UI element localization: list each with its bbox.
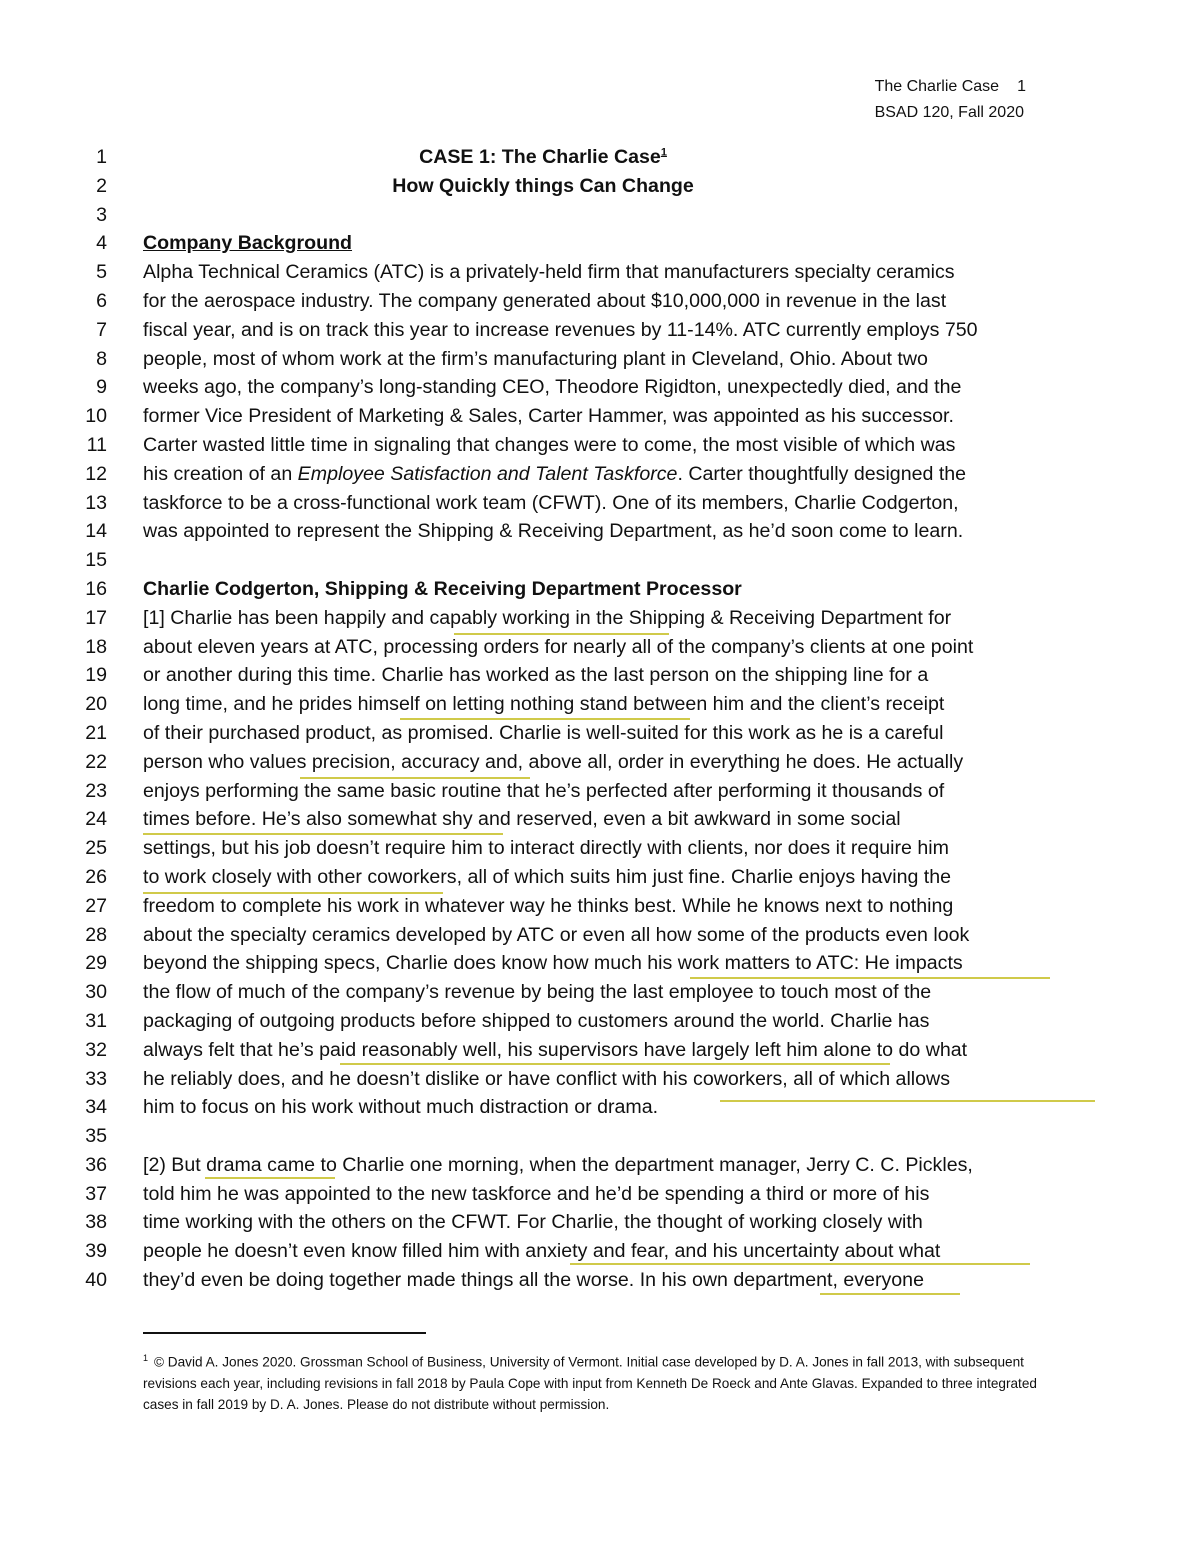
body-text: him to focus on his work without much distraction or drama. xyxy=(143,1096,659,1119)
text-line xyxy=(0,402,1200,431)
text-line xyxy=(0,1093,1200,1122)
case-title xyxy=(143,143,943,172)
body-text: people, most of whom work at the firm’s manufacturing plant in Cleveland, Ohio. About two xyxy=(143,347,928,370)
text-line xyxy=(0,431,1200,460)
text-line xyxy=(0,575,1200,604)
body-text: weeks ago, the company’s long-standing CEO, Theodore Rigidton, unexpectedly died, and the xyxy=(143,376,962,399)
case-title xyxy=(143,172,943,201)
footnote-reference: 1 xyxy=(660,146,667,159)
body-text: to work closely with other coworkers, all of which suits him just fine. Charlie enjoys having the xyxy=(143,865,952,888)
line-number: 37 xyxy=(85,1182,107,1205)
text-line xyxy=(0,143,1200,172)
line-number: 14 xyxy=(85,520,107,543)
case-title-text: CASE 1: The Charlie Case xyxy=(419,146,661,168)
line-number: 26 xyxy=(85,865,107,888)
annotation-mark xyxy=(820,1293,960,1300)
text-line xyxy=(0,805,1200,834)
line-number: 1 xyxy=(96,146,107,168)
line-number: 11 xyxy=(86,433,107,456)
line-number: 21 xyxy=(85,721,107,744)
text-line xyxy=(0,1237,1200,1266)
text-line xyxy=(0,546,1200,575)
line-number: 36 xyxy=(85,1153,107,1176)
text-line xyxy=(0,373,1200,402)
header-course: BSAD 120, Fall 2020 xyxy=(874,104,1024,121)
text-line xyxy=(0,777,1200,806)
line-number: 17 xyxy=(85,606,107,629)
text-line xyxy=(0,863,1200,892)
annotation-mark xyxy=(340,1063,890,1070)
line-number: 23 xyxy=(85,779,107,802)
body-text: freedom to complete his work in whatever way he thinks best. While he knows next to nothing xyxy=(143,894,954,917)
text-line xyxy=(0,1007,1200,1036)
body-text: he reliably does, and he doesn’t dislike or have conflict with his coworkers, all of which allows xyxy=(143,1067,951,1090)
line-number: 29 xyxy=(85,952,107,975)
taskforce-name: Employee Satisfaction and Talent Taskforce xyxy=(297,462,678,485)
body-text: [2) But drama came to Charlie one morning, when the department manager, Jerry C. C. Pickles, xyxy=(143,1153,973,1176)
annotation-mark xyxy=(205,1177,335,1184)
line-number: 13 xyxy=(85,491,107,514)
body-text: long time, and he prides himself on letting nothing stand between him and the client’s receipt xyxy=(143,693,945,716)
page-header xyxy=(875,74,1026,126)
text-line xyxy=(0,921,1200,950)
annotation-mark xyxy=(570,1263,1030,1270)
line-number: 7 xyxy=(96,318,107,341)
body-text: beyond the shipping specs, Charlie does know how much his work matters to ATC: He impacts xyxy=(143,952,963,975)
text-line xyxy=(0,316,1200,345)
body-text: was appointed to represent the Shipping & Receiving Department, as he’d soon come to learn. xyxy=(143,520,964,543)
text-line xyxy=(0,201,1200,230)
body-text: the flow of much of the company’s revenue by being the last employee to touch most of the xyxy=(143,981,932,1004)
line-number: 33 xyxy=(85,1067,107,1090)
line-number: 18 xyxy=(85,635,107,658)
line-number: 8 xyxy=(96,347,107,370)
line-number: 20 xyxy=(85,693,107,716)
body-text: told him he was appointed to the new taskforce and he’d be spending a third or more of his xyxy=(143,1182,930,1205)
body-text: always felt that he’s paid reasonably well, his supervisors have largely left him alone to do what xyxy=(143,1038,968,1061)
body-text: times before. He’s also somewhat shy and reserved, even a bit awkward in some social xyxy=(143,808,901,831)
annotation-mark xyxy=(400,718,690,725)
body-text: his creation of an Employee Satisfaction and Talent Taskforce. Carter thoughtfully designed the xyxy=(143,462,967,485)
line-number: 25 xyxy=(85,837,107,860)
text-line xyxy=(0,460,1200,489)
line-number: 40 xyxy=(85,1269,107,1292)
body-text: person who values precision, accuracy and, above all, order in everything he does. He actually xyxy=(143,750,964,773)
line-number: 30 xyxy=(85,981,107,1004)
text-line xyxy=(0,345,1200,374)
line-number: 22 xyxy=(85,750,107,773)
annotation-mark xyxy=(143,833,503,840)
line-number: 3 xyxy=(96,203,107,226)
annotation-mark xyxy=(720,1100,1095,1107)
line-number: 32 xyxy=(85,1038,107,1061)
body-text: or another during this time. Charlie has worked as the last person on the shipping line for a xyxy=(143,664,929,687)
text-line xyxy=(0,604,1200,633)
annotation-mark xyxy=(690,977,1050,984)
body-text: of their purchased product, as promised. Charlie is well-suited for this work as he is a careful xyxy=(143,721,944,744)
text-line xyxy=(0,287,1200,316)
body-text: they’d even be doing together made things all the worse. In his own department, everyone xyxy=(143,1269,924,1292)
line-number: 12 xyxy=(85,462,107,485)
text-line xyxy=(0,172,1200,201)
line-number: 38 xyxy=(85,1211,107,1234)
body-text: Alpha Technical Ceramics (ATC) is a privately-held firm that manufacturers specialty ceramics xyxy=(143,261,955,284)
line-number: 16 xyxy=(85,577,107,600)
line-number: 19 xyxy=(85,664,107,687)
line-number: 6 xyxy=(96,289,107,312)
text-line xyxy=(0,1151,1200,1180)
line-number: 24 xyxy=(85,808,107,831)
body-text: people he doesn’t even know filled him with anxiety and fear, and his uncertainty about what xyxy=(143,1240,941,1263)
line-number: 35 xyxy=(85,1125,107,1148)
header-page-number: 1 xyxy=(1017,78,1026,95)
section-heading: Company Background xyxy=(143,232,353,255)
body-text: about eleven years at ATC, processing orders for nearly all of the company’s clients at one point xyxy=(143,635,974,658)
annotation-mark xyxy=(454,633,669,640)
body-text: former Vice President of Marketing & Sales, Carter Hammer, was appointed as his successor. xyxy=(143,405,954,428)
section-heading: Charlie Codgerton, Shipping & Receiving Department Processor xyxy=(143,577,742,600)
text-line xyxy=(0,258,1200,287)
footnote-marker: 1 xyxy=(143,1353,149,1363)
annotation-mark xyxy=(143,892,443,899)
text-line xyxy=(0,489,1200,518)
line-number: 10 xyxy=(85,405,107,428)
line-number: 27 xyxy=(85,894,107,917)
text-line xyxy=(0,1122,1200,1151)
text-line xyxy=(0,229,1200,258)
line-number: 31 xyxy=(85,1009,107,1032)
line-number: 34 xyxy=(85,1096,107,1119)
line-number: 2 xyxy=(96,174,107,197)
text-line xyxy=(0,690,1200,719)
line-number: 4 xyxy=(96,232,107,255)
body-text: fiscal year, and is on track this year to increase revenues by 11-14%. ATC currently employs 750 xyxy=(143,318,978,341)
case-title-text: How Quickly things Can Change xyxy=(392,174,694,197)
text-line xyxy=(0,748,1200,777)
line-number: 5 xyxy=(96,261,107,284)
line-number: 28 xyxy=(85,923,107,946)
body-text: for the aerospace industry. The company generated about $10,000,000 in revenue in the last xyxy=(143,289,947,312)
body-text: taskforce to be a cross-functional work team (CFWT). One of its members, Charlie Codgerton, xyxy=(143,491,959,514)
body-text: enjoys performing the same basic routine that he’s perfected after performing it thousands of xyxy=(143,779,945,802)
text-line xyxy=(0,1180,1200,1209)
line-number: 39 xyxy=(85,1240,107,1263)
body-text: about the specialty ceramics developed by ATC or even all how some of the products even look xyxy=(143,923,970,946)
text-line xyxy=(0,517,1200,546)
footnote xyxy=(143,1348,1063,1415)
annotation-mark xyxy=(300,777,530,784)
body-text: time working with the others on the CFWT. For Charlie, the thought of working closely with xyxy=(143,1211,923,1234)
footnote-divider xyxy=(143,1332,426,1334)
body-text: Carter wasted little time in signaling that changes were to come, the most visible of which was xyxy=(143,433,956,456)
text-line xyxy=(0,1036,1200,1065)
body-text: settings, but his job doesn’t require him to interact directly with clients, nor does it require him xyxy=(143,837,949,860)
footnote-text: © David A. Jones 2020. Grossman School of Business, University of Vermont. Initial case developed by D. A. Jones in fall 2013, with subsequent revisions each year, including revisions in fall 2018 by Paula Cope with input from Kenneth De Roeck and Ante Glavas. Expanded to three integrated cases in fall 2019 by D. A. Jones. Please do not distribute without permission. xyxy=(143,1354,1037,1412)
body-text: [1] Charlie has been happily and capably working in the Shipping & Receiving Department for xyxy=(143,606,952,629)
text-line xyxy=(0,1266,1200,1295)
text-line xyxy=(0,949,1200,978)
body-text: packaging of outgoing products before shipped to customers around the world. Charlie has xyxy=(143,1009,930,1032)
text-line xyxy=(0,661,1200,690)
header-title: The Charlie Case xyxy=(874,78,1000,95)
line-number: 15 xyxy=(85,549,107,572)
text-line xyxy=(0,1208,1200,1237)
line-number: 9 xyxy=(96,376,107,399)
